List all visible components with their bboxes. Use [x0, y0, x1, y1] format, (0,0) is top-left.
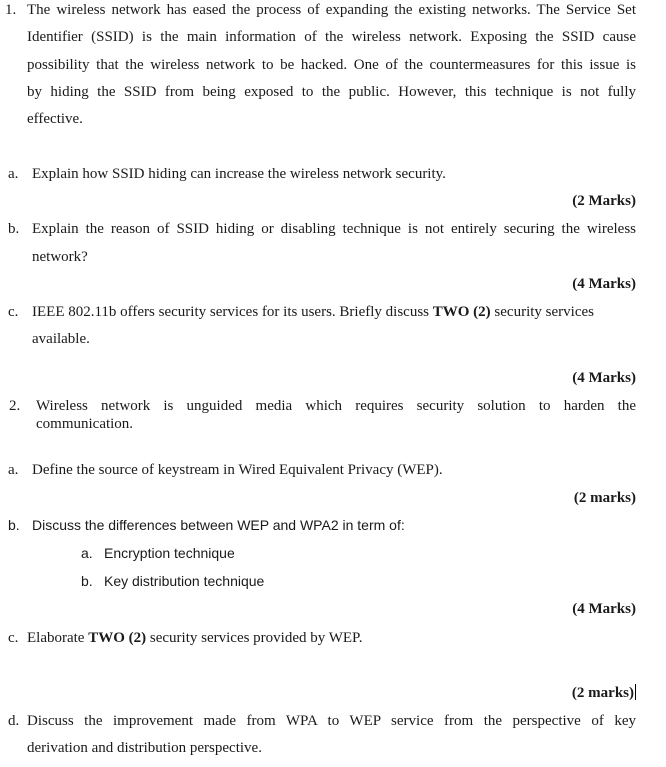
question-1-line-4: by hiding the SSID from being exposed to the public. However, this technique is not fully [27, 84, 636, 100]
q2c-text [27, 629, 362, 647]
q2b-sub-a-label: a. [81, 545, 93, 561]
q1b-label: b. [8, 221, 20, 237]
q2c-text-bold: TWO (2) [88, 630, 147, 646]
question-2-line-2: communication. [36, 416, 134, 432]
q1c-label: c. [8, 304, 19, 320]
question-1-line-3: possibility that the wireless network to be hacked. One of the countermeasures for this issue is [27, 57, 636, 73]
q2c-marks-wrap [572, 684, 636, 702]
q1b-text-line-1: Explain the reason of SSID hiding or disabling technique is not entirely securing the wireless [32, 221, 636, 237]
q1b-marks: (4 Marks) [572, 276, 636, 292]
q1b-text-line-2: network? [32, 249, 88, 265]
q1a-label: a. [8, 166, 19, 182]
q2d-text-line-1: Discuss the improvement made from WPA to WEP service from the perspective of key [27, 713, 636, 729]
q2c-marks: (2 marks) [571, 685, 634, 701]
q1a-text: Explain how SSID hiding can increase the wireless network security. [32, 166, 446, 182]
q2c-text-post: security services provided by WEP. [146, 630, 363, 646]
text-cursor [635, 684, 636, 700]
question-2-line-1: Wireless network is unguided media which requires security solution to harden the [36, 398, 636, 414]
question-1-number: 1. [5, 2, 17, 18]
q2c-text-pre: Elaborate [27, 630, 89, 646]
q2b-label: b. [8, 517, 20, 533]
question-1-line-2: Identifier (SSID) is the main information of the wireless network. Exposing the SSID cause [27, 29, 636, 45]
q1c-text-line-2: available. [32, 331, 90, 347]
q2b-sub-b-text: Key distribution technique [104, 573, 265, 589]
q1c-text-pre: IEEE 802.11b offers security services for its users. Briefly discuss [32, 304, 433, 320]
q1c-marks: (4 Marks) [572, 370, 636, 386]
q2b-sub-a-text: Encryption technique [104, 545, 235, 561]
q1c-text-line-1 [32, 303, 594, 321]
q2a-label: a. [8, 462, 19, 478]
q2a-marks: (2 marks) [573, 490, 636, 506]
q2b-marks: (4 Marks) [572, 601, 636, 617]
q2d-text-line-2: derivation and distribution perspective. [27, 740, 262, 756]
q1c-text-post: security services [490, 304, 594, 320]
q1a-marks: (2 Marks) [572, 193, 636, 209]
q2b-sub-b-label: b. [81, 573, 93, 589]
q2a-text: Define the source of keystream in Wired Equivalent Privacy (WEP). [32, 462, 443, 478]
q2c-label: c. [8, 630, 19, 646]
q2b-text: Discuss the differences between WEP and WPA2 in term of: [32, 517, 405, 533]
q1c-text-bold: TWO (2) [432, 304, 491, 320]
question-2-number: 2. [9, 398, 21, 414]
question-1-line-5: effective. [27, 111, 83, 127]
q2d-label: d. [8, 713, 20, 729]
question-1-line-1: The wireless network has eased the process of expanding the existing networks. The Service Set [27, 2, 636, 18]
